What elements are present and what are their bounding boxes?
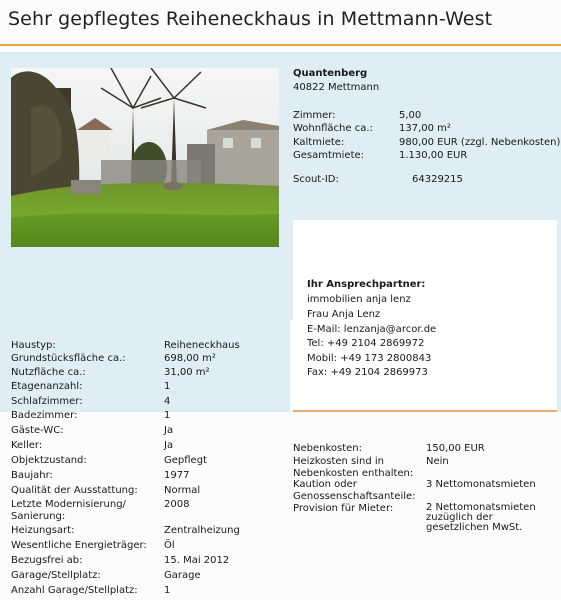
detail-label: Anzahl Garage/Stellplatz: (11, 585, 138, 596)
summary-value: 137,00 m² (399, 123, 451, 134)
cost-value: 2 Nettomonatsmieten zuzüglich der gesetzlichen MwSt. (426, 502, 536, 533)
detail-label: Etagenanzahl: (11, 381, 83, 392)
contact-tel-row (307, 338, 424, 350)
tel-value[interactable]: +49 2104 2869972 (326, 338, 425, 349)
summary-label: Gesamtmiete: (293, 150, 365, 161)
detail-label: Gäste-WC: (11, 425, 64, 436)
contact-card-border (293, 410, 557, 412)
mobile-label: Mobil: (307, 353, 338, 364)
scout-id-label: Scout-ID: (293, 174, 339, 185)
cost-value: 3 Nettomonatsmieten (426, 479, 536, 490)
email-label: E-Mail: (307, 324, 341, 335)
detail-label: Schlafzimmer: (11, 396, 83, 407)
detail-value: 1 (164, 381, 171, 392)
detail-label: Keller: (11, 440, 43, 451)
detail-label: Baujahr: (11, 470, 53, 481)
cost-label: Nebenkosten: (293, 443, 363, 454)
detail-value: Garage (164, 570, 201, 581)
contact-fax-row (307, 367, 428, 379)
contact-email-row (307, 324, 436, 336)
tel-label: Tel: (307, 338, 324, 349)
summary-label: Wohnfläche ca.: (293, 123, 373, 134)
summary-value: 5,00 (399, 110, 422, 121)
detail-value: 698,00 m² (164, 353, 216, 364)
detail-value: Gepflegt (164, 455, 207, 466)
title-divider (0, 44, 561, 46)
property-photo[interactable] (11, 68, 279, 247)
detail-value: 15. Mai 2012 (164, 555, 230, 566)
contact-card (293, 220, 557, 412)
detail-label: Nutzfläche ca.: (11, 367, 86, 378)
panel-edge (557, 220, 561, 412)
detail-value: Reiheneckhaus (164, 340, 240, 351)
detail-value: 1977 (164, 470, 190, 481)
detail-value: Normal (164, 485, 201, 496)
detail-value: 1 (164, 410, 171, 421)
summary-value: 980,00 EUR (zzgl. Nebenkosten) (399, 137, 561, 148)
contact-company: immobilien anja lenz (307, 294, 411, 305)
detail-value: Zentralheizung (164, 525, 240, 536)
cost-value: 150,00 EUR (426, 443, 485, 454)
detail-value: 1 (164, 585, 171, 596)
detail-label: Grundstücksfläche ca.: (11, 353, 126, 364)
summary-label: Zimmer: (293, 110, 336, 121)
cost-label: Heizkosten sind in Nebenkosten enthalten: (293, 456, 414, 479)
mobile-value[interactable]: +49 173 2800843 (340, 353, 432, 364)
contact-person: Frau Anja Lenz (307, 309, 381, 320)
cost-value: Nein (426, 456, 449, 467)
page-title: Sehr gepflegtes Reiheneckhaus in Mettmann-West (8, 8, 493, 30)
fax-label: Fax: (307, 367, 328, 378)
scout-id-value: 64329215 (412, 174, 463, 185)
detail-value: Öl (164, 540, 175, 551)
email-link[interactable]: lenzanja@arcor.de (343, 324, 437, 335)
detail-label: Wesentliche Energieträger: (11, 540, 147, 551)
detail-value: 31,00 m² (164, 367, 210, 378)
seller-name: Quantenberg (293, 68, 368, 79)
fax-value: +49 2104 2869973 (330, 367, 428, 378)
detail-label: Bezugsfrei ab: (11, 555, 83, 566)
detail-label: Haustyp: (11, 340, 56, 351)
contact-mobile-row (307, 353, 431, 365)
cost-label: Provision für Mieter: (293, 503, 394, 514)
summary-label: Kaltmiete: (293, 137, 345, 148)
detail-label: Letzte Modernisierung/ Sanierung: (11, 499, 126, 522)
detail-label: Garage/Stellplatz: (11, 570, 101, 581)
detail-value: 2008 (164, 499, 190, 510)
detail-label: Objektzustand: (11, 455, 87, 466)
seller-city: 40822 Mettmann (293, 82, 380, 93)
cost-label: Kaution oder Genossenschaftsanteile: (293, 479, 416, 502)
summary-value: 1.130,00 EUR (399, 150, 468, 161)
detail-value: Ja (164, 425, 174, 436)
detail-value: Ja (164, 440, 174, 451)
detail-label: Heizungsart: (11, 525, 75, 536)
detail-label: Badezimmer: (11, 410, 78, 421)
contact-heading: Ihr Ansprechpartner: (307, 279, 426, 290)
detail-label: Qualität der Ausstattung: (11, 485, 138, 496)
detail-value: 4 (164, 396, 171, 407)
